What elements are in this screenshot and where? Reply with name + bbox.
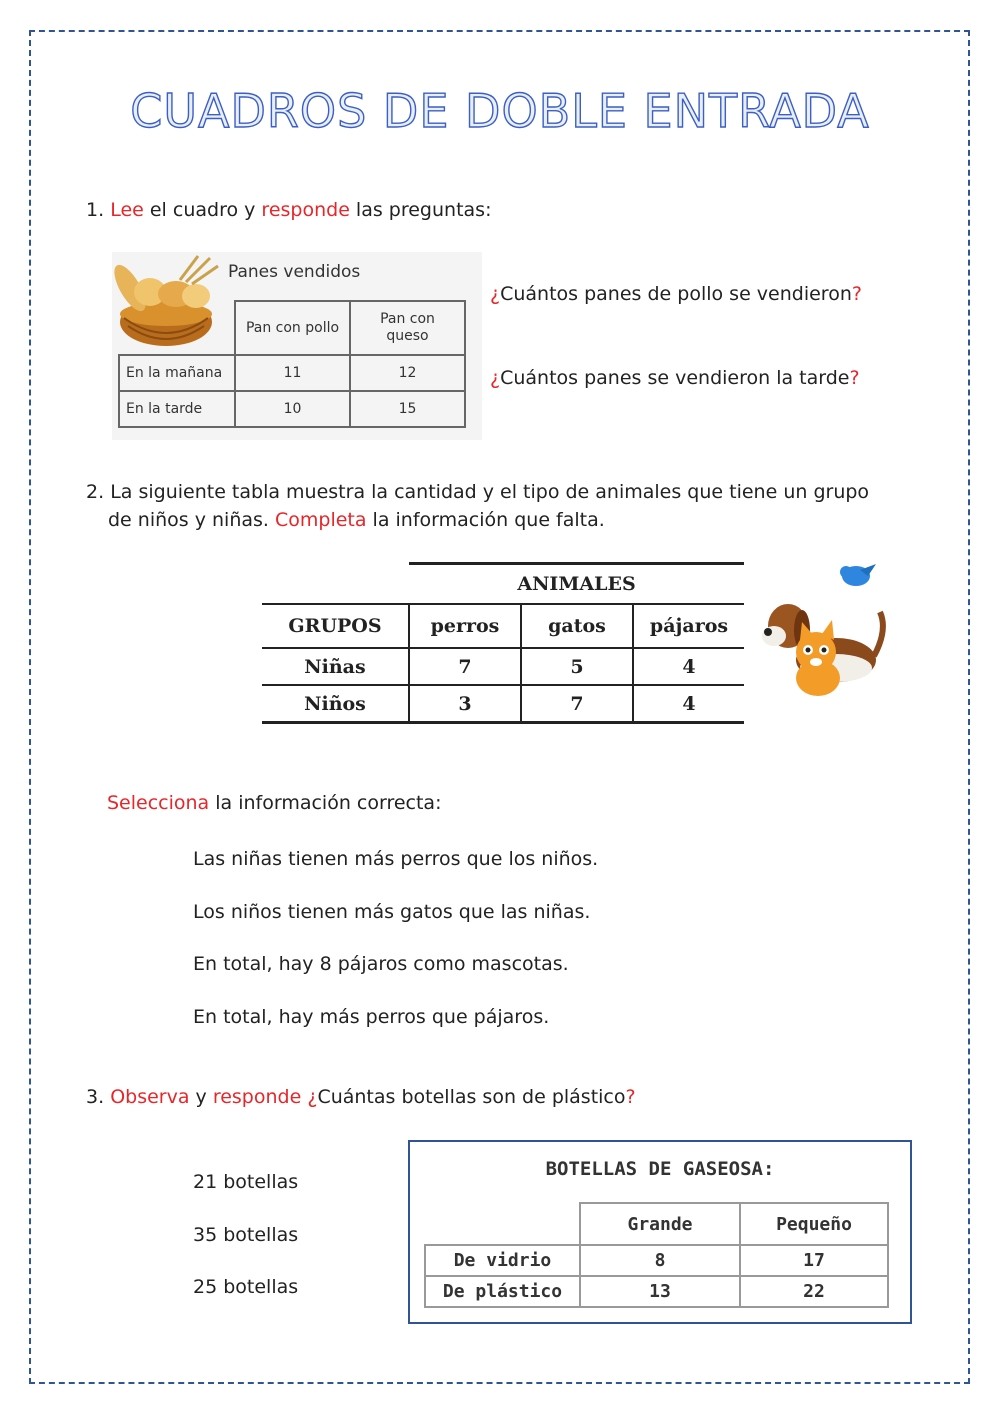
- answer-option[interactable]: 35 botellas: [193, 1224, 299, 1246]
- question-1a: ¿Cuántos panes de pollo se vendieron?: [490, 283, 862, 305]
- table-row: En la mañana 11 12: [119, 355, 465, 391]
- table-row: De plástico 13 22: [425, 1276, 888, 1307]
- table-row: Niños 3 7 4: [262, 685, 744, 723]
- animals-table: ANIMALES GRUPOS perros gatos pájaros Niñas 7 5 4 Niños 3 7 4: [262, 562, 744, 724]
- bread-table-title: Panes vendidos: [228, 262, 361, 282]
- answer-option[interactable]: Los niños tienen más gatos que las niñas.: [193, 901, 591, 923]
- header-grande: Grande: [580, 1203, 740, 1245]
- question-2-instruction: 2. La siguiente tabla muestra la cantidad y el tipo de animales que tiene un grupo de niños y niñas. Completa la información que falta.: [86, 481, 870, 531]
- bottles-table-title: BOTELLAS DE GASEOSA:: [545, 1158, 775, 1180]
- question-1b: ¿Cuántos panes se vendieron la tarde?: [490, 367, 860, 389]
- table-row: De vidrio 8 17: [425, 1245, 888, 1276]
- header-pan-pollo: Pan con pollo: [235, 301, 350, 355]
- bread-table: [118, 300, 466, 428]
- header-pequeno: Pequeño: [740, 1203, 888, 1245]
- answer-option[interactable]: En total, hay 8 pájaros como mascotas.: [193, 953, 569, 975]
- select-instruction: Selecciona la información correcta:: [107, 792, 442, 814]
- answer-option[interactable]: 25 botellas: [193, 1276, 299, 1298]
- answer-option[interactable]: Las niñas tienen más perros que los niños.: [193, 848, 599, 870]
- animals-header: ANIMALES: [409, 564, 744, 605]
- header-pan-queso: Pan con queso: [350, 301, 465, 355]
- pets-illustration-icon: [756, 560, 890, 700]
- question-3-instruction: 3. Observa y responde ¿Cuántas botellas son de plástico?: [86, 1086, 636, 1108]
- answer-option[interactable]: 21 botellas: [193, 1171, 299, 1193]
- page-title: CUADROS DE DOBLE ENTRADA: [130, 84, 870, 138]
- table-row: Niñas 7 5 4: [262, 648, 744, 685]
- answer-option[interactable]: En total, hay más perros que pájaros.: [193, 1006, 550, 1028]
- question-1-instruction: 1. Lee el cuadro y responde las preguntas:: [86, 199, 492, 221]
- table-row: En la tarde 10 15: [119, 391, 465, 427]
- bottles-table: [424, 1202, 889, 1308]
